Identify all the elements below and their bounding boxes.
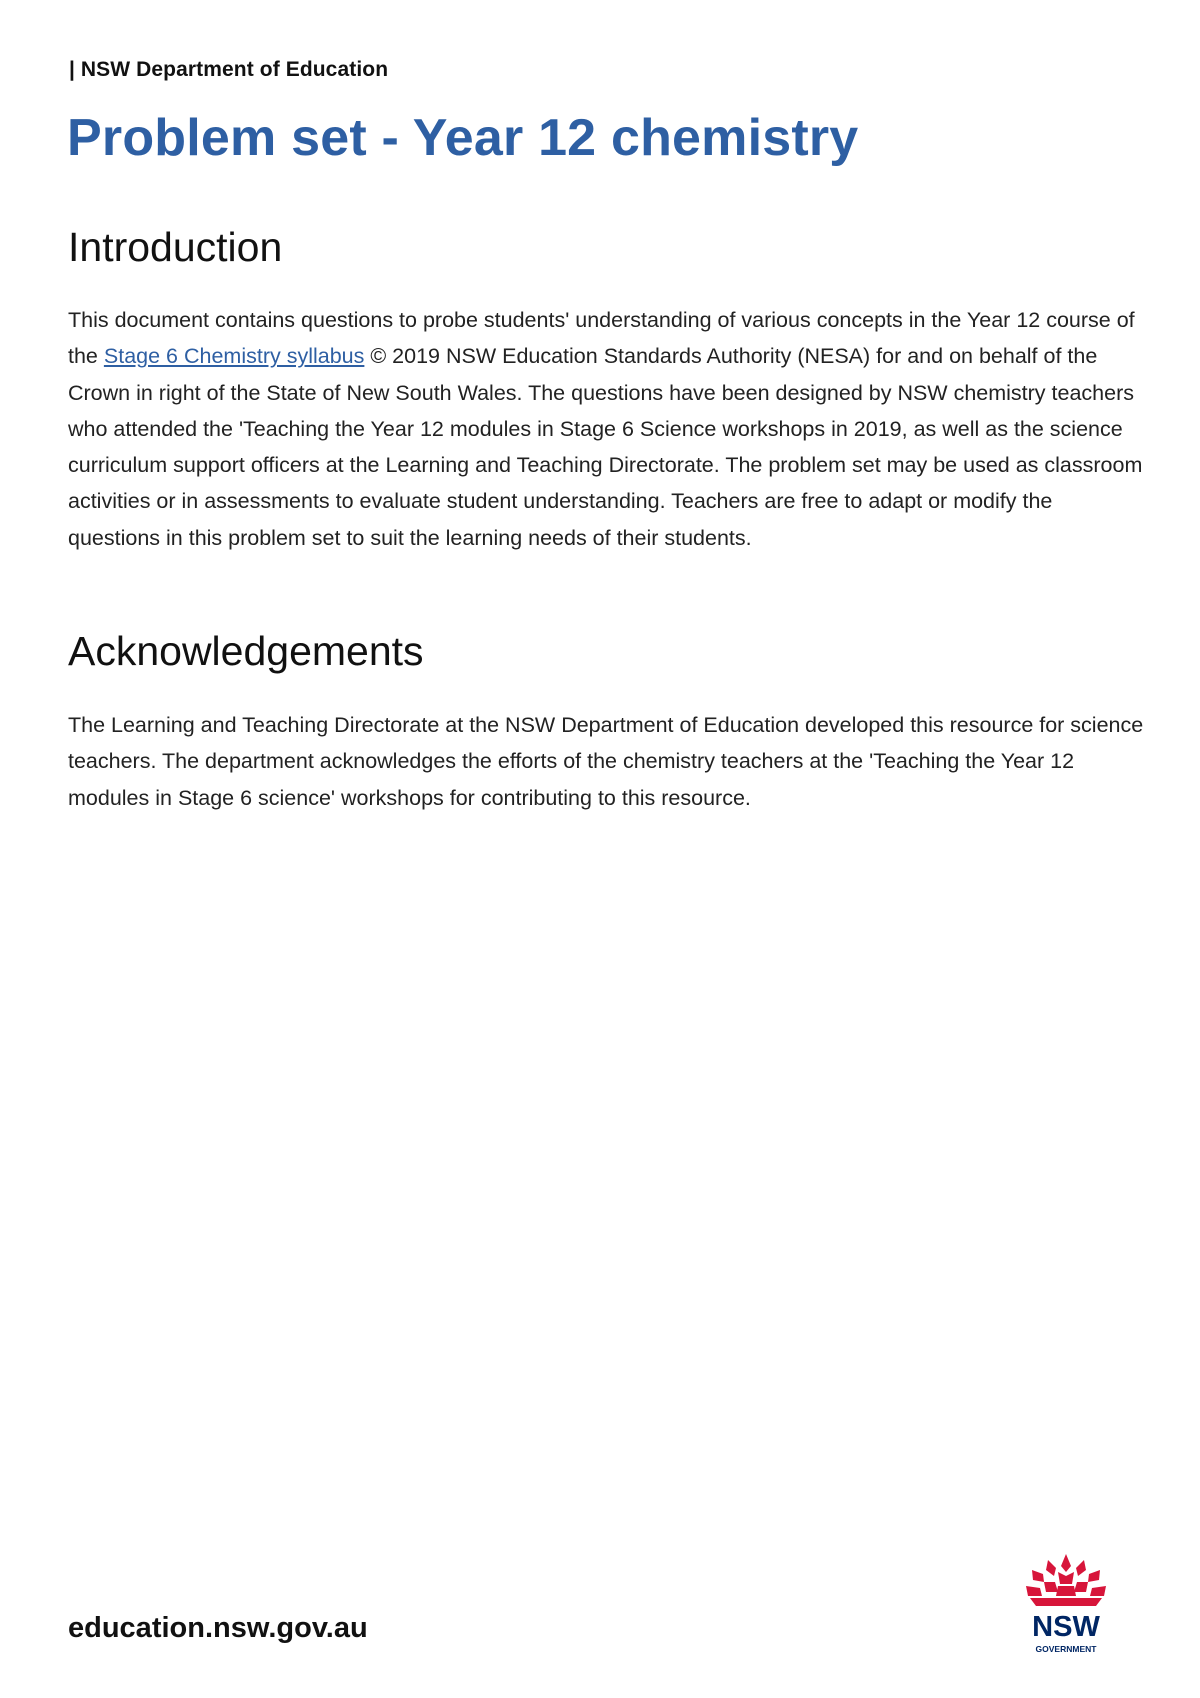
- logo-subtext: GOVERNMENT: [1035, 1644, 1097, 1654]
- introduction-text-end: © 2019 NSW Education Standards Authority (NESA) for and on behalf of the Crown in right of the State of New South Wales. The questions have been designed by NSW chemistry teachers who attended the 'Teaching the Year 12 modules in Stage 6 Science workshops in 2019, as well as the science curriculum support officers at the Learning and Teaching Directorate. The problem set may be used as classroom activities or in assessments to evaluate student understanding. Teachers are free to adapt or modify the questions in this problem set to suit the learning needs of their students.: [68, 344, 1143, 550]
- page-title: Problem set - Year 12 chemistry: [67, 109, 859, 167]
- nsw-government-logo: [1018, 1552, 1114, 1662]
- logo-wordmark: NSW: [1032, 1611, 1100, 1643]
- acknowledgements-paragraph: The Learning and Teaching Directorate at the NSW Department of Education developed this resource for science teachers. The department acknowledges the efforts of the chemistry teachers at the 'Teaching the Year 12 modules in Stage 6 science' workshops for contributing to this resource.: [68, 713, 1144, 810]
- acknowledgements-heading: Acknowledgements: [68, 628, 424, 674]
- header-organisation: | NSW Department of Education: [69, 58, 389, 81]
- introduction-heading: Introduction: [68, 224, 283, 270]
- introduction-text-start: This document contains questions to probe students' understanding of various concepts in the Year 12 course of the: [68, 308, 1135, 369]
- footer-website: education.nsw.gov.au: [68, 1612, 368, 1644]
- waratah-icon: [1018, 1552, 1114, 1662]
- syllabus-link[interactable]: Stage 6 Chemistry syllabus: [103, 344, 365, 369]
- introduction-paragraph: [68, 302, 1148, 556]
